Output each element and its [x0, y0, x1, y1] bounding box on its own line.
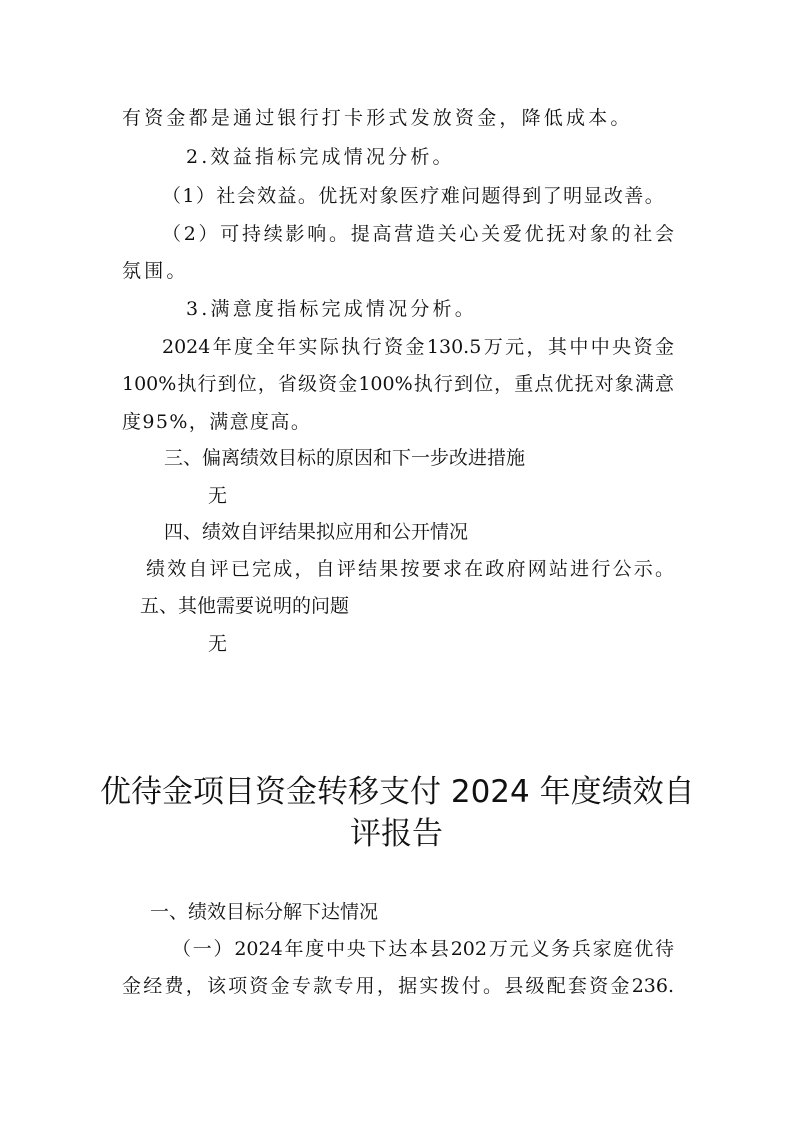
body-line-satisfaction-rate: 度95%，满意度高。	[122, 411, 312, 433]
report-title-line-1: 优待金项目资金转移支付 2024 年度绩效自	[100, 774, 695, 810]
body-line-social-benefit: （1）社会效益。优抚对象医疗难问题得到了明显改善。	[162, 185, 666, 207]
body-line-execution-funds: 2024年度全年实际执行资金130.5万元，其中中央资金	[162, 336, 674, 358]
body-line-funds-in-place: 100%执行到位，省级资金100%执行到位，重点优抚对象满意	[122, 373, 674, 395]
body-line-1: 有资金都是通过银行打卡形式发放资金，降低成本。	[122, 107, 633, 129]
body-line-sustainable-impact: （2）可持续影响。提高营造关心关爱优抚对象的社会	[162, 223, 674, 245]
body-line-atmosphere: 氛围。	[122, 260, 189, 282]
section-4-heading: 四、绩效自评结果拟应用和公开情况	[164, 521, 469, 543]
subheading-benefit-indicators: 2.效益指标完成情况分析。	[186, 146, 455, 168]
subheading-satisfaction-indicators: 3.满意度指标完成情况分析。	[186, 298, 477, 320]
section-5-body: 无	[208, 633, 231, 655]
section-3-heading: 三、偏离绩效目标的原因和下一步改进措施	[164, 447, 526, 469]
section-5-heading: 五、其他需要说明的问题	[140, 595, 350, 617]
report-paragraph-1-line-1: （一）2024年度中央下达本县202万元义务兵家庭优待	[172, 938, 674, 960]
section-3-body: 无	[208, 485, 231, 507]
report-section-1-heading: 一、绩效目标分解下达情况	[150, 901, 379, 923]
report-paragraph-1-line-2: 金经费，该项资金专款专用，据实拨付。县级配套资金236.	[122, 975, 674, 997]
report-title-line-2: 评报告	[350, 816, 443, 852]
section-4-body: 绩效自评已完成，自评结果按要求在政府网站进行公示。	[146, 558, 674, 580]
